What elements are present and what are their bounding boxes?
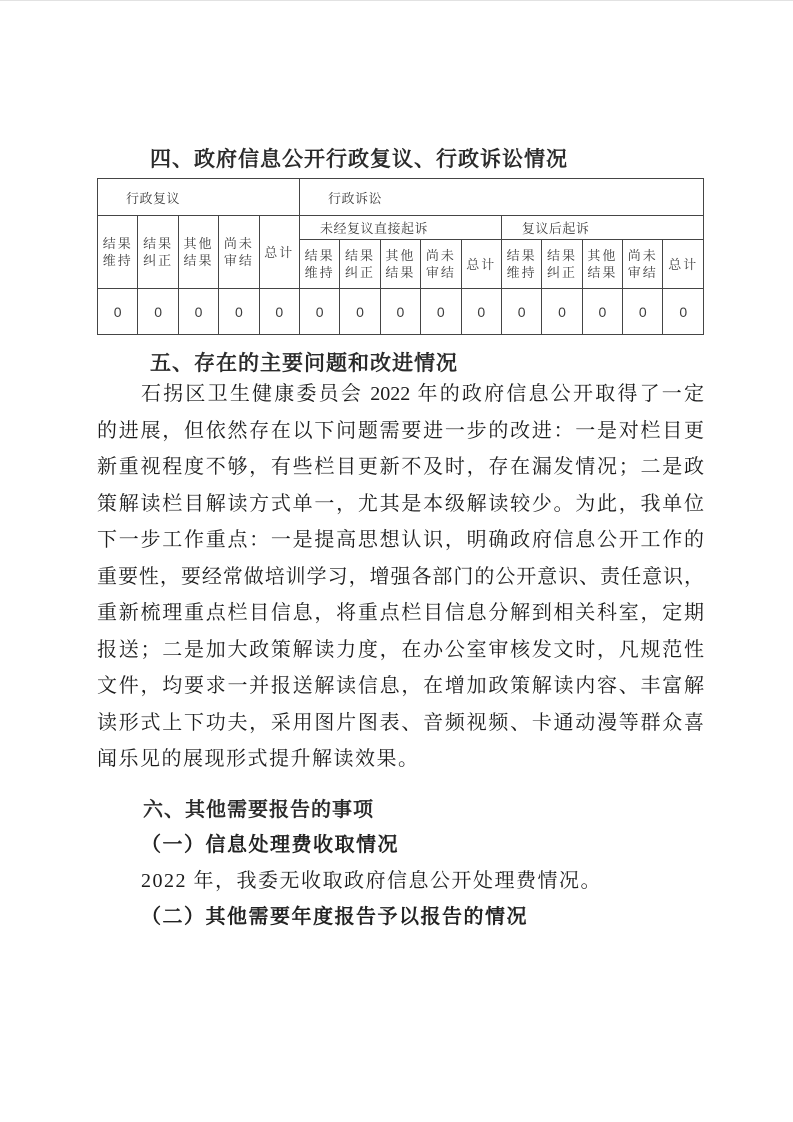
- header-pending: 尚未审结: [623, 240, 663, 289]
- table-value-cell: 0: [623, 289, 663, 335]
- header-result-corrected: 结果纠正: [542, 240, 582, 289]
- table-value-cell: 0: [340, 289, 380, 335]
- header-litigation: 行政诉讼: [299, 179, 703, 216]
- header-post-review-lawsuit: 复议后起诉: [501, 216, 703, 240]
- header-result-upheld: 结果维持: [501, 240, 541, 289]
- header-other-result: 其他结果: [380, 240, 420, 289]
- table-value-cell: 0: [421, 289, 461, 335]
- paragraph-line: 重要性，要经常做培训学习，增强各部门的公开意识、责任意识，: [97, 565, 704, 588]
- table-value-cell: 0: [461, 289, 501, 335]
- header-result-corrected: 结果纠正: [138, 216, 178, 289]
- subsection1-heading: （一）信息处理费收取情况: [141, 833, 399, 856]
- header-total: 总计: [461, 240, 501, 289]
- table-value-cell: 0: [259, 289, 299, 335]
- paragraph-line: 重新梳理重点栏目信息，将重点栏目信息分解到相关科室，定期: [97, 602, 704, 624]
- section5-heading: 五、存在的主要问题和改进情况: [150, 352, 458, 375]
- header-result-upheld: 结果维持: [299, 240, 339, 289]
- paragraph-line: 闻乐见的展现形式提升解读效果。: [97, 748, 420, 770]
- paragraph-line: 策解读栏目解读方式单一，尤其是本级解读较少。为此，我单位: [97, 492, 704, 515]
- table-value-cell: 0: [219, 289, 259, 335]
- header-total: 总计: [259, 216, 299, 289]
- header-reconsideration: 行政复议: [98, 179, 300, 216]
- paragraph-line: 的进展，但依然存在以下问题需要进一步的改进：一是对栏目更: [97, 419, 704, 442]
- table-value-cell: 0: [380, 289, 420, 335]
- header-other-result: 其他结果: [178, 216, 218, 289]
- header-total: 总计: [663, 240, 704, 289]
- table-row-subgroups: [98, 216, 704, 240]
- document-content: [0, 1, 793, 935]
- table-row-groups: [98, 179, 704, 216]
- paragraph-line: 读形式上下功夫，采用图片图表、音频视频、卡通动漫等群众喜: [97, 711, 704, 734]
- header-result-upheld: 结果维持: [98, 216, 138, 289]
- header-other-result: 其他结果: [582, 240, 622, 289]
- paragraph-line: 新重视程度不够，有些栏目更新不及时，存在漏发情况；二是政: [97, 456, 704, 478]
- paragraph-line: 下一步工作重点：一是提高思想认识，明确政府信息公开工作的: [97, 529, 704, 551]
- table-value-cell: 0: [138, 289, 178, 335]
- table-value-cell: 0: [542, 289, 582, 335]
- table-value-cell: 0: [178, 289, 218, 335]
- paragraph-line: 文件，均要求一并报送解读信息，在增加政策解读内容、丰富解: [97, 675, 704, 697]
- header-pending: 尚未审结: [421, 240, 461, 289]
- table-row-values: [98, 289, 704, 335]
- table-value-cell: 0: [663, 289, 704, 335]
- table-value-cell: 0: [299, 289, 339, 335]
- paragraph-line: 报送；二是加大政策解读力度，在办公室审核发文时，凡规范性: [97, 638, 704, 661]
- subsection1-text: 2022 年，我委无收取政府信息公开处理费情况。: [141, 869, 602, 892]
- table-value-cell: 0: [98, 289, 138, 335]
- header-direct-lawsuit: 未经复议直接起诉: [299, 216, 501, 240]
- admin-review-litigation-table: [97, 178, 704, 335]
- section6-heading: 六、其他需要报告的事项: [143, 798, 374, 821]
- subsection2-heading: （二）其他需要年度报告予以报告的情况: [141, 905, 528, 928]
- section5-paragraph: [97, 376, 704, 778]
- table-value-cell: 0: [582, 289, 622, 335]
- header-result-corrected: 结果纠正: [340, 240, 380, 289]
- header-pending: 尚未审结: [219, 216, 259, 289]
- paragraph-line: 石拐区卫生健康委员会 2022 年的政府信息公开取得了一定: [141, 383, 704, 405]
- table-value-cell: 0: [501, 289, 541, 335]
- section4-heading: 四、政府信息公开行政复议、行政诉讼情况: [150, 148, 568, 171]
